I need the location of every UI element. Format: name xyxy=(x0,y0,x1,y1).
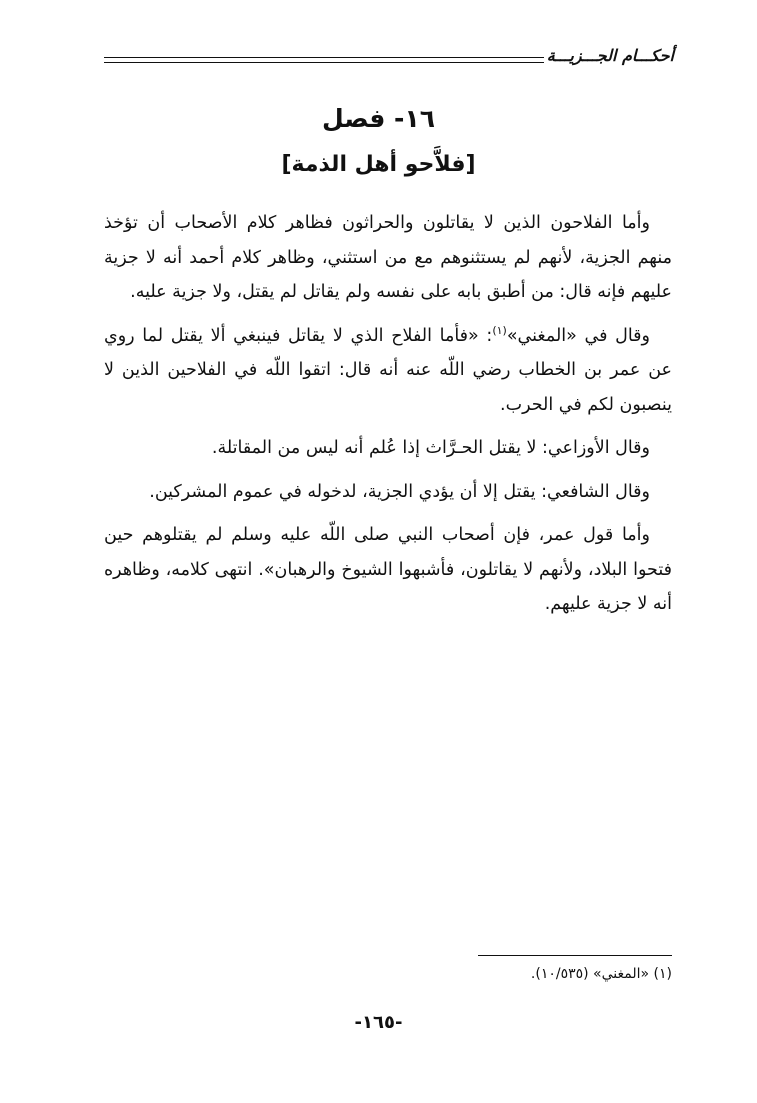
running-header xyxy=(104,44,674,74)
footnote-ref-1: (١) xyxy=(492,323,507,337)
chapter-number-title: ١٦- فصل xyxy=(322,104,435,133)
paragraph-2-rest: : «فأما الفلاح الذي لا يقاتل فينبغي ألا يقتل لما روي عن عمر بن الخطاب رضي اللّه عنه أنه قال: اتقوا اللّه في الفلاحين الذين لا ينصبون لكم في الحرب. xyxy=(104,325,672,415)
paragraph-2-lead: وقال في «المغني» xyxy=(506,325,650,346)
footnote-1: (١) «المغني» (١٠/٥٣٥). xyxy=(530,966,672,982)
paragraph-1: وأما الفلاحون الذين لا يقاتلون والحراثون فظاهر كلام الأصحاب أن تؤخذ منهم الجزية، لأنهم لم يستثنوهم مع من استثني، وظاهر كلام أحمد أنه لا جزية عليهم فإنه قال: من أطبق بابه على نفسه ولم يقاتل لم يقتل، ولا جزية عليه. xyxy=(104,213,672,302)
header-double-rule xyxy=(104,57,544,63)
running-title: أحكـــام الجـــزيـــة xyxy=(546,46,674,65)
paragraph-5: وأما قول عمر، فإن أصحاب النبي صلى اللّه عليه وسلم لم يقتلوهم حين فتحوا البلاد، ولأنهم لا يقاتلون، فأشبهوا الشيوخ والرهبان». انتهى كلامه، وظاهره أنه لا جزية عليهم. xyxy=(104,525,672,614)
paragraph-3: وقال الأوزاعي: لا يقتل الحـرَّاث إذا عُلم أنه ليس من المقاتلة. xyxy=(211,438,650,458)
footnote-separator xyxy=(478,955,672,956)
chapter-subtitle: [فلاَّحو أهل الذمة] xyxy=(281,152,476,177)
body-text xyxy=(104,206,672,631)
page-number: -١٦٥- xyxy=(354,1012,403,1033)
paragraph-2 xyxy=(104,319,672,423)
paragraph-4: وقال الشافعي: يقتل إلا أن يؤدي الجزية، لدخوله في عموم المشركين. xyxy=(149,481,650,502)
